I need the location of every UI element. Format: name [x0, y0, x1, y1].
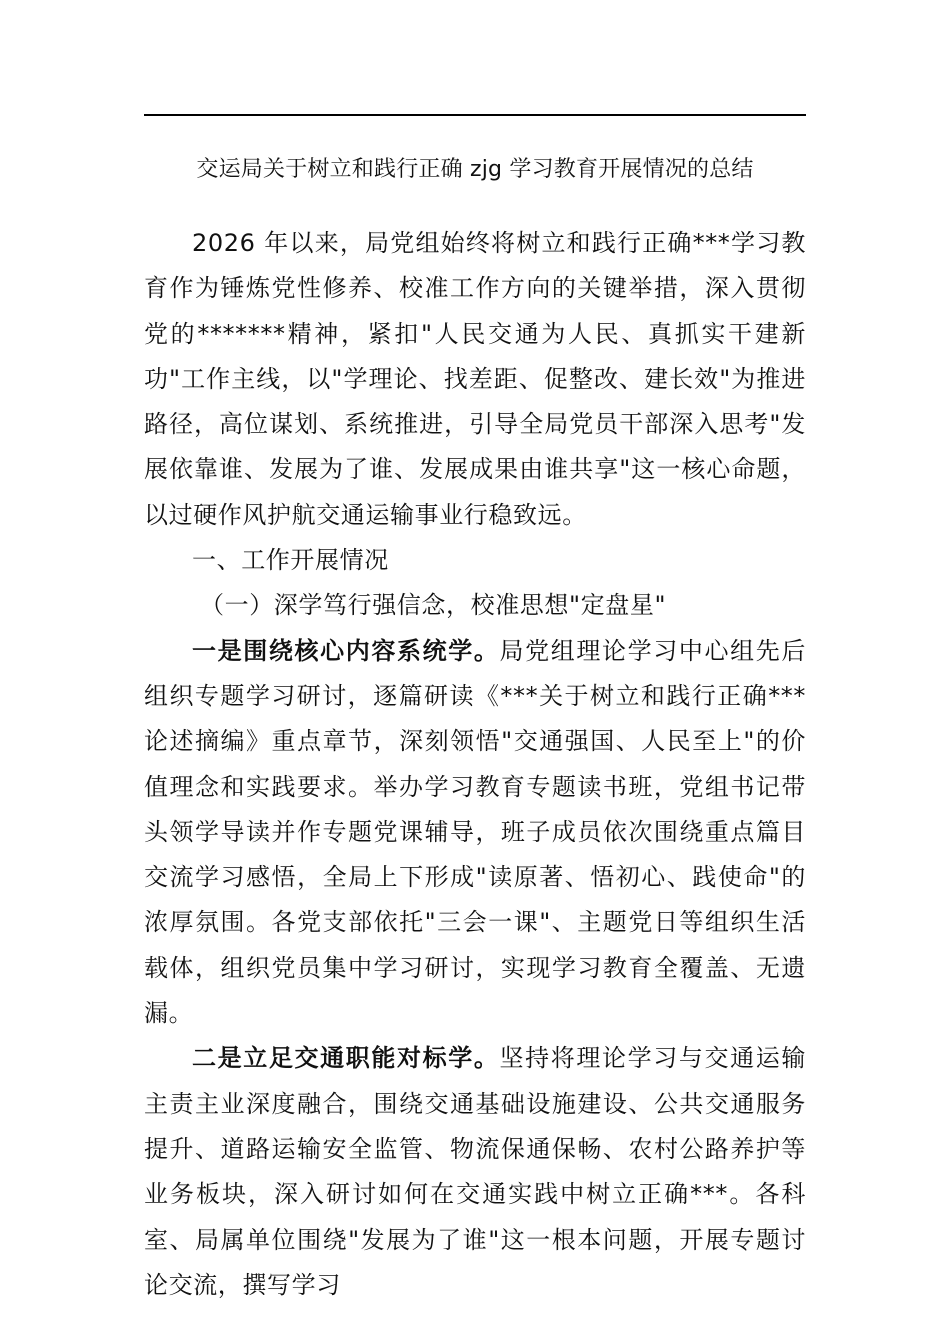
point-paragraph-2: [144, 1036, 806, 1308]
point-text-1: 局党组理论学习中心组先后组织专题学习研讨，逐篇研读《***关于树立和践行正确***论述摘编》重点章节，深刻领悟"交通强国、人民至上"的价值理念和实践要求。举办学习教育专题读书班，党组书记带头领学导读并作专题党课辅导，班子成员依次围绕重点篇目交流学习感悟，全局上下形成"读原著、悟初心、践使命"的浓厚氛围。各党支部依托"三会一课"、主题党日等组织生活载体，组织党员集中学习研讨，实现学习教育全覆盖、无遗漏。: [144, 636, 806, 1028]
section-heading: 一、工作开展情况: [192, 546, 389, 575]
subsection-heading: （一）深学笃行强信念，校准思想"定盘星": [200, 591, 667, 620]
point-lead-2: 二是立足交通职能对标学。: [192, 1044, 500, 1073]
document-body: [144, 221, 806, 1308]
document-title: 交运局关于树立和践行正确 zjg 学习教育开展情况的总结: [196, 157, 754, 182]
point-text-2: 坚持将理论学习与交通运输主责主业深度融合，围绕交通基础设施建设、公共交通服务提升、道路运输安全监管、物流保通保畅、农村公路养护等业务板块，深入研讨如何在交通实践中树立正确***。各科室、局属单位围绕"发展为了谁"这一根本问题，开展专题讨论交流，撰写学习: [144, 1044, 806, 1299]
intro-paragraph: 2026 年以来，局党组始终将树立和践行正确***学习教育作为锤炼党性修养、校准工作方向的关键举措，深入贯彻党的*******精神，紧扣"人民交通为人民、真抓实干建新功"工作主线，以"学理论、找差距、促整改、建长效"为推进路径，高位谋划、系统推进，引导全局党员干部深入思考"发展依靠谁、发展为了谁、发展成果由谁共享"这一核心命题，以过硬作风护航交通运输事业行稳致远。: [144, 229, 806, 529]
point-lead-1: 一是围绕核心内容系统学。: [192, 636, 500, 665]
header-rule: [144, 114, 806, 116]
point-paragraph-1: [144, 629, 806, 1037]
